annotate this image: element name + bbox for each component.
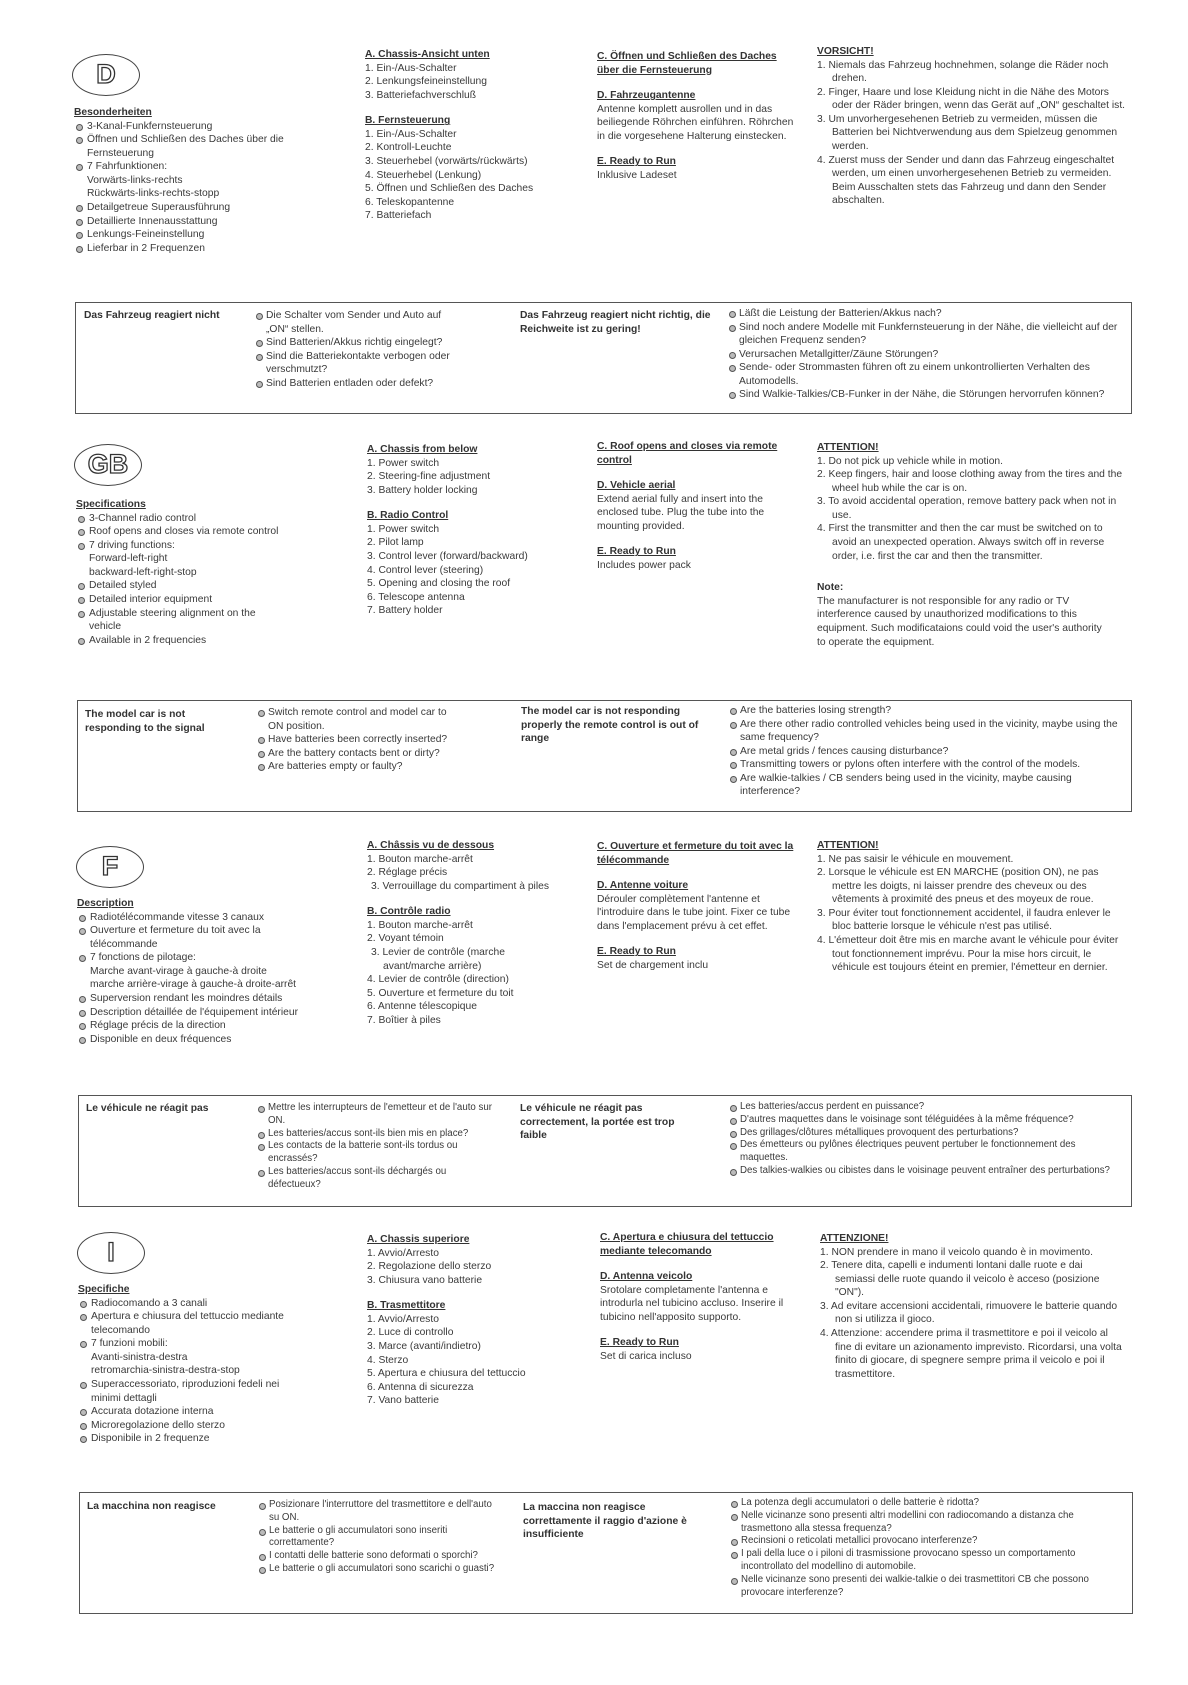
trouble-list [256,1102,496,1192]
trouble-list [256,706,461,774]
list-item: 5. Opening and closing the roof [367,578,511,590]
list-item: 1. Ein-/Aus-Schalter [365,62,457,74]
warning-title: ATTENTION! [817,840,879,851]
list-item: 3. Um unvorhergesehenen Betrieb zu vermeiden, müssen die Batterien bei Nichtverwendung aus dem Spielzeug genommen werden. [817,113,1118,153]
warning-title: ATTENTION! [817,442,879,453]
trouble-title: The model car is not responding properly the remote control is out of range [521,706,699,745]
list-item: Sind noch andere Modelle mit Funkfernsteuerung in der Nähe, die vielleicht auf der gleichen Frequenz senden? [727,321,1122,348]
troubleshooting-box-it [79,1492,1133,1614]
list-item: 7 fonctions de pilotage: Marche avant-virage à gauche-à droite marche arrière-virage à gauche-à droite-arrêt [77,951,357,992]
list-item: Adjustable steering alignment on the vehicle [76,607,286,634]
list-item: Les batteries/accus sont-ils déchargés ou défectueux? [256,1166,496,1192]
list-item: Ouverture et fermeture du toit avec la télécommande [77,924,290,951]
list-item: Transmitting towers or pylons often interfere with the control of the models. [728,758,1123,772]
list-item: Recinsioni o reticolati metallici provocano interferenze? [729,1535,1124,1548]
list-item: 3. Battery holder locking [367,484,478,496]
note-text: The manufacturer is not responsible for any radio or TV interference caused by unauthorized modifications to this equipment. Such modificataions could void the user's authority to operate the equipment. [817,595,1102,648]
list-item: 2. Finger, Haare und lose Kleidung nicht in die Nähe des Motors oder der Räder bringen, wenn das Gerät auf „ON“ geschaltet ist. [817,86,1126,112]
list-item: 6. Antenne télescopique [367,1001,477,1013]
list-item: 6. Antenna di sicurezza [367,1381,474,1393]
list-item: 2. Kontroll-Leuchte [365,142,452,154]
list-item: 5. Öffnen und Schließen des Daches [365,183,534,195]
list-item: Are the battery contacts bent or dirty? [256,747,461,761]
list-item: 4. Control lever (steering) [367,564,484,576]
list-item: 3. Pour éviter tout fonctionnement accidentel, il faudra enlever le bloc batterie lorsque le véhicule n'est pas utilisé. [817,907,1111,933]
list-item: 2. Luce di controllo [367,1327,454,1339]
list-item: Superversion rendant les moindres détails [77,992,357,1006]
list-item: 6. Teleskopantenne [365,196,455,208]
list-item: 1. Avvio/Arresto [367,1247,439,1259]
list-item: 2. Voyant témoin [367,933,444,945]
features-title: Besonderheiten [74,107,152,118]
aerial-text: Dérouler complètement l'antenne et l'introduire dans le tube joint. Fixer ce tube dans l'emplacement prévu à cet effet. [597,893,791,932]
list-item: 2. Lorsque le véhicule est EN MARCHE (position ON), ne pas mettre les doigts, ni laisser prendre des cheveux ou des vêtements à proximité des pneus et des moyeux de roue. [817,867,1099,906]
troubleshooting-box-gb [77,700,1132,812]
parts-de [365,48,575,235]
list-item: 7 Fahrfunktionen: Vorwärts-links-rechts Rückwärts-links-rechts-stopp [74,160,284,201]
list-item: I contatti delle batterie sono deformati o sporchi? [257,1550,497,1563]
parts-c-title: C. Roof opens and closes via remote control [597,441,778,466]
list-item: Roof opens and closes via remote control [76,525,286,539]
parts-e-title: E. Ready to Run [597,946,676,958]
list-item: Radiotélécommande vitesse 3 canaux [77,911,357,925]
parts-a-title: A. Châssis vu de dessous [367,840,495,851]
parts-a-title: A. Chassis-Ansicht unten [365,49,490,60]
list-item: 1. Avvio/Arresto [367,1313,439,1325]
ready-text: Includes power pack [597,560,691,572]
parts-d-title: D. Antenne voiture [597,880,689,892]
list-item: 4. Attenzione: accendere prima il trasmettitore e poi il veicolo al fine di evitare un azionamento imprevisto. Ricordarsi, una volta finito di giocare, di spegnere sempre prima il veicolo e poi il trasmettitore. [820,1328,1122,1380]
list-item: Superaccessoriato, riproduzioni fedeli nei minimi dettagli [78,1378,308,1405]
list-item: Sind Batterien/Akkus richtig eingelegt? [254,336,459,350]
list-item: 3-Kanal-Funkfernsteuerung [74,120,284,134]
aerial-text: Srotolare completamente l'antenna e introdurla nel tubicino accluso. Inserire il tubicino nell'apposito supporto. [600,1284,784,1323]
features-gb [76,498,286,647]
aerial-text: Extend aerial fully and insert into the enclosed tube. Plug the tube into the mounting provided. [597,493,765,532]
list-item: Nelle vicinanze sono presenti altri modellini con radiocomando a distanza che trasmettono alla stessa frequenza? [729,1510,1124,1536]
list-item: Radiocomando a 3 canali [78,1297,308,1311]
warning-title: ATTENZIONE! [820,1233,889,1244]
parts-d-title: D. Fahrzeugantenne [597,90,696,102]
list-item: 4. First the transmitter and then the car must be switched on to avoid an unexpected operation. Always switch off in reverse order, i.e. first the car and then the transmitter. [817,523,1105,562]
list-item: Le batterie o gli accumulatori sono scarichi o guasti? [257,1563,497,1576]
troubleshooting-box-fr [78,1095,1132,1207]
list-item: 7. Vano batterie [367,1395,439,1407]
aerial-text: Antenne komplett ausrollen und in das beiliegende Röhrchen einführen. Röhrchen in die vorgesehene Halterung einstecken. [597,103,794,142]
list-item: Les batteries/accus sont-ils bien mis en place? [256,1128,496,1141]
parts-e-title: E. Ready to Run [597,156,676,168]
list-item: 1. Power switch [367,523,440,535]
list-item: D'autres maquettes dans le voisinage sont téléguidées à la même fréquence? [728,1114,1123,1127]
country-badge-de: D [72,54,140,96]
list-item: 6. Telescope antenna [367,591,465,603]
parts-a-title: A. Chassis from below [367,444,478,455]
trouble-title: The model car is not responding to the signal [85,709,205,734]
list-item: 3-Channel radio control [76,512,286,526]
list-item: Les contacts de la batterie sont-ils tordus ou encrassés? [256,1140,496,1166]
list-item: Are the batteries losing strength? [728,704,1123,718]
trouble-title: Das Fahrzeug reagiert nicht [84,310,220,321]
list-item: 4. L'émetteur doit être mis en marche avant le véhicule pour éviter tout fonctionnement imprévu. Pour la mise hors circuit, le véhicule est toujours éteint en premier, l'émetteur en dernier. [817,935,1119,974]
list-item: 7. Batteriefach [365,210,432,222]
list-item: 3. Levier de contrôle (marche avant/marche arrière) [371,947,505,972]
country-badge-fr: F [76,846,144,888]
list-item: Sind Batterien entladen oder defekt? [254,377,459,391]
parts-fr [367,839,567,1040]
ready-text: Inklusive Ladeset [597,170,677,182]
trouble-list [257,1499,497,1576]
parts-c-title: C. Ouverture et fermeture du toit avec la télécommande [597,841,794,866]
list-item: 3. Ad evitare accensioni accidentali, rimuovere le batterie quando non si utilizza il gioco. [820,1300,1118,1326]
list-item: 2. Tenere dita, capelli e indumenti lontani dalle ruote e dai semiassi delle ruote quando il veicolo è acceso (posizione "ON"). [820,1260,1100,1299]
trouble-title: Das Fahrzeug reagiert nicht richtig, die Reichweite ist zu gering! [520,310,711,335]
list-item: 5. Ouverture et fermeture du toit [367,987,514,999]
list-item: Microregolazione dello sterzo [78,1419,308,1433]
parts-gb [367,443,577,630]
assembly-de [597,50,797,195]
features-it [78,1283,308,1446]
warning-gb [817,441,1127,649]
list-item: Are metal grids / fences causing disturbance? [728,745,1123,759]
list-item: 1. Bouton marche-arrêt [367,853,473,865]
list-item: 7. Battery holder [367,605,443,617]
list-item: 7. Boîtier à piles [367,1014,441,1026]
list-item: 1. Niemals das Fahrzeug hochnehmen, solange die Räder noch drehen. [817,59,1109,85]
list-item: Des grillages/clôtures métalliques provoquent des perturbations? [728,1127,1123,1140]
parts-c-title: C. Apertura e chiusura del tettuccio mediante telecomando [600,1232,774,1257]
list-item: Description détaillée de l'équipement intérieur [77,1006,357,1020]
parts-e-title: E. Ready to Run [597,546,676,558]
trouble-title: La maccina non reagisce correttamente il raggio d'azione è insufficiente [523,1502,687,1541]
list-item: Are batteries empty or faulty? [256,760,461,774]
list-item: Öffnen und Schließen des Daches über die Fernsteuerung [74,133,284,160]
features-title: Specifications [76,499,146,510]
trouble-title: Le véhicule ne réagit pas correctement, la portée est trop faible [520,1103,675,1142]
features-fr [77,897,357,1046]
list-item: Le batterie o gli accumulatori sono inseriti correttamente? [257,1525,497,1551]
list-item: Nelle vicinanze sono presenti dei walkie-talkie o dei trasmettitori CB che possono provocare interferenze? [729,1574,1124,1600]
assembly-gb [597,440,797,585]
troubleshooting-box-de [75,302,1132,414]
list-item: Detailgetreue Superausführung [74,201,284,215]
warning-fr [817,839,1127,975]
features-de [74,106,284,255]
list-item: Accurata dotazione interna [78,1405,308,1419]
trouble-list [254,309,459,390]
list-item: Detailed styled [76,579,286,593]
country-badge-gb: GB [74,444,142,486]
list-item: 2. Regolazione dello sterzo [367,1261,492,1273]
parts-b-title: B. Trasmettitore [367,1300,446,1312]
parts-it [367,1233,577,1420]
warning-it [820,1232,1125,1381]
list-item: 4. Levier de contrôle (direction) [367,974,509,986]
list-item: 3. Steuerhebel (vorwärts/rückwärts) [365,156,528,168]
assembly-it [600,1231,805,1376]
list-item: Die Schalter vom Sender und Auto auf „ON“ stellen. [254,309,459,336]
list-item: Lieferbar in 2 Frequenzen [74,242,284,256]
list-item: Detailed interior equipment [76,593,286,607]
list-item: Disponibile in 2 frequenze [78,1432,308,1446]
list-item: Lenkungs-Feineinstellung [74,228,284,242]
parts-d-title: D. Vehicle aerial [597,480,676,492]
list-item: 3. Control lever (forward/backward) [367,551,528,563]
list-item: Läßt die Leistung der Batterien/Akkus nach? [727,307,1122,321]
list-item: Detaillierte Innenausstattung [74,215,284,229]
trouble-list [729,1497,1124,1599]
list-item: 3. Marce (avanti/indietro) [367,1341,481,1353]
parts-b-title: B. Radio Control [367,510,449,522]
list-item: 7 driving functions: Forward-left-right backward-left-right-stop [76,539,286,580]
trouble-list [727,307,1122,402]
parts-b-title: B. Contrôle radio [367,906,451,918]
list-item: Des talkies-walkies ou cibistes dans le voisinage peuvent entraîner des perturbations? [728,1165,1123,1178]
trouble-list [728,1101,1123,1178]
ready-text: Set di carica incluso [600,1351,692,1363]
list-item: Sind Walkie-Talkies/CB-Funker in der Nähe, die Störungen hervorrufen können? [727,388,1122,402]
list-item: Available in 2 frequencies [76,634,286,648]
features-title: Description [77,898,134,909]
list-item: 1. Power switch [367,457,440,469]
list-item: Mettre les interrupteurs de l'emetteur et de l'auto sur ON. [256,1102,496,1128]
list-item: 3. To avoid accidental operation, remove battery pack when not in use. [817,496,1117,521]
list-item: Are there other radio controlled vehicles being used in the vicinity, maybe using the same frequency? [728,718,1123,745]
list-item: Have batteries been correctly inserted? [256,733,461,747]
features-title: Specifiche [78,1284,130,1295]
list-item: 5. Apertura e chiusura del tettuccio [367,1368,526,1380]
list-item: La potenza degli accumulatori o delle batterie è ridotta? [729,1497,1124,1510]
list-item: Verursachen Metallgitter/Zäune Störungen? [727,348,1122,362]
list-item: 1. Ein-/Aus-Schalter [365,128,457,140]
parts-b-title: B. Fernsteuerung [365,115,451,127]
list-item: 4. Zuerst muss der Sender und dann das Fahrzeug eingeschaltet werden, um einen unvorhergesehenen Betrieb zu vermeiden. Beim Ausschalten stets das Fahrzeug und dann den Sender abschalten. [817,154,1115,207]
list-item: 2. Keep fingers, hair and loose clothing away from the tires and the wheel hub while the car is on. [817,469,1123,494]
list-item: 7 funzioni mobili: Avanti-sinistra-destra retromarchia-sinistra-destra-stop [78,1337,308,1378]
trouble-list [728,704,1123,799]
list-item: 1. NON prendere in mano il veicolo quando è in movimento. [820,1246,1094,1258]
list-item: 1. Do not pick up vehicle while in motion. [817,455,1004,467]
list-item: 4. Steuerhebel (Lenkung) [365,169,482,181]
note-title: Note: [817,582,844,594]
list-item: 3. Verrouillage du compartiment à piles [371,880,550,892]
list-item: Des émetteurs ou pylônes électriques peuvent pertuber le fonctionnement des maquettes. [728,1139,1123,1165]
list-item: Réglage précis de la direction [77,1019,357,1033]
list-item: 1. Ne pas saisir le véhicule en mouvement. [817,853,1014,865]
list-item: Les batteries/accus perdent en puissance? [728,1101,1123,1114]
parts-e-title: E. Ready to Run [600,1337,679,1349]
list-item: I pali della luce o i piloni di trasmissione provocano spesso un comportamento incontrollato del modellino di automobile. [729,1548,1124,1574]
list-item: 2. Pilot lamp [367,537,424,549]
list-item: Sind die Batteriekontakte verbogen oder verschmutzt? [254,350,459,377]
list-item: Apertura e chiusura del tettuccio mediante telecomando [78,1310,308,1337]
warning-title: VORSICHT! [817,46,874,57]
country-badge-it: I [77,1232,145,1274]
list-item: 2. Steering-fine adjustment [367,471,491,483]
list-item: Disponible en deux fréquences [77,1033,357,1047]
assembly-fr [597,840,797,985]
list-item: 2. Réglage précis [367,867,448,879]
list-item: 3. Batteriefachverschluß [365,89,477,101]
warning-de [817,45,1127,208]
list-item: 3. Chiusura vano batterie [367,1274,483,1286]
list-item: 1. Bouton marche-arrêt [367,919,473,931]
list-item: Sende- oder Strommasten führen oft zu einem unkontrollierten Verhalten des Automodells. [727,361,1122,388]
trouble-title: La macchina non reagisce [87,1501,216,1512]
parts-a-title: A. Chassis superiore [367,1234,470,1245]
list-item: 2. Lenkungsfeineinstellung [365,76,487,88]
parts-c-title: C. Öffnen und Schließen des Daches über die Fernsteuerung [597,51,777,76]
ready-text: Set de chargement inclu [597,960,709,972]
list-item: Posizionare l'interruttore del trasmettitore e dell'auto su ON. [257,1499,497,1525]
list-item: Switch remote control and model car to ON position. [256,706,461,733]
list-item: 4. Sterzo [367,1354,409,1366]
trouble-title: Le véhicule ne réagit pas [86,1103,209,1114]
parts-d-title: D. Antenna veicolo [600,1271,693,1283]
list-item: Are walkie-talkies / CB senders being used in the vicinity, maybe causing interference? [728,772,1123,799]
